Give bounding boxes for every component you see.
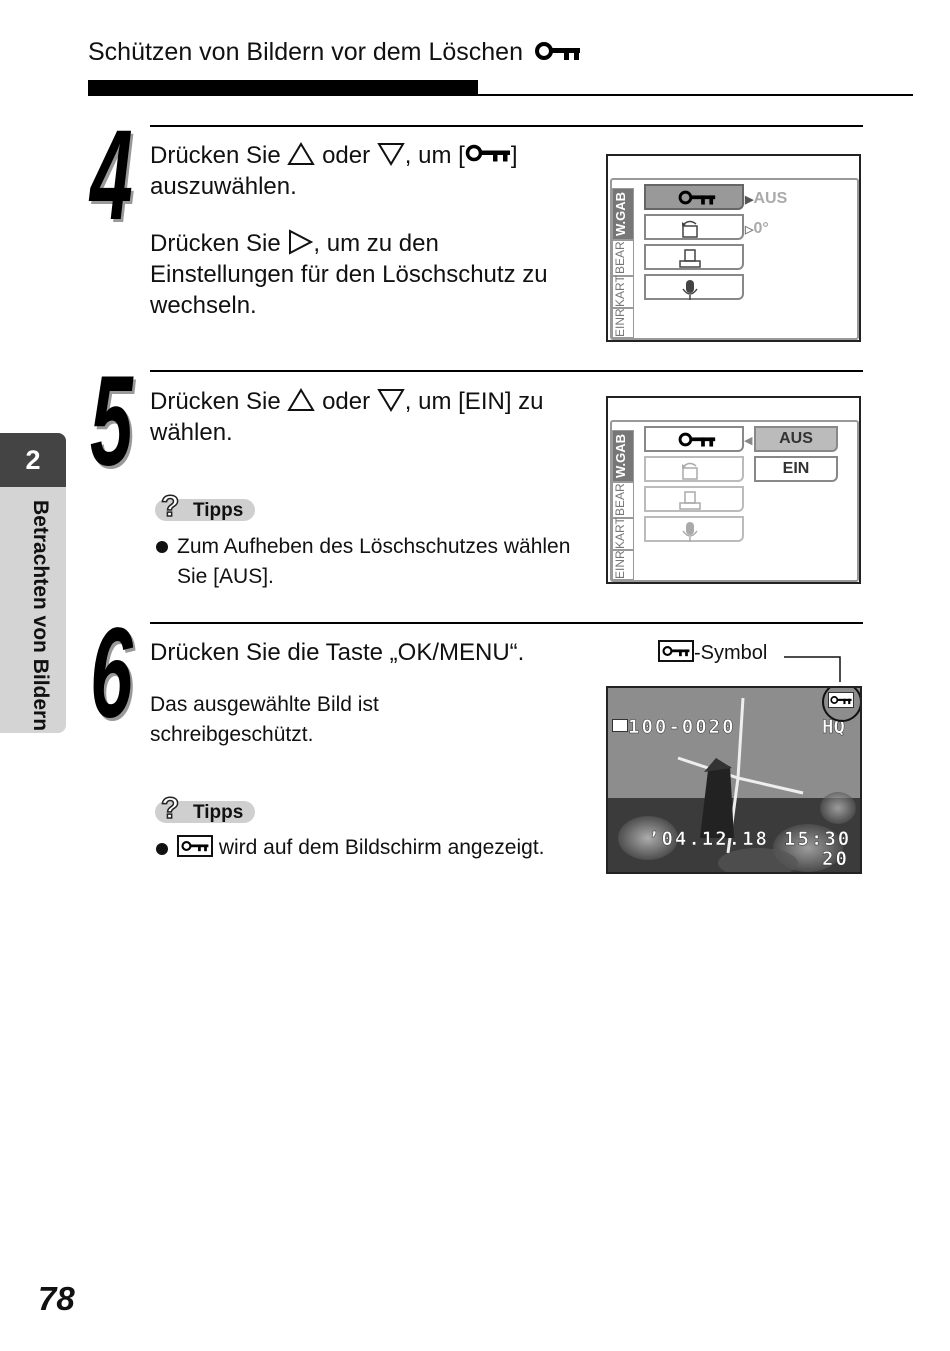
tipps-badge xyxy=(155,792,265,826)
page-number: 78 xyxy=(38,1280,75,1317)
time-display: 15:30 xyxy=(784,828,852,850)
menu-item-rotate[interactable] xyxy=(644,214,744,240)
arrow-right-icon: ▶ xyxy=(745,194,754,206)
step5-text-c: , um [EIN] zu xyxy=(404,388,544,415)
quality-indicator: HQ xyxy=(822,716,845,738)
step5-tip-line1: Zum Aufheben des Löschschutzes wählen xyxy=(177,535,571,558)
chapter-title: Betrachten von Bildern xyxy=(29,500,52,732)
microphone-icon xyxy=(678,521,702,543)
symbol-callout xyxy=(658,640,767,665)
arrow-right-outline-icon: ▷ xyxy=(745,224,754,236)
playback-screen xyxy=(606,686,862,874)
tab-bear[interactable]: BEAR xyxy=(612,482,634,518)
step5-instruction xyxy=(150,386,544,448)
file-number-text: 100-0020 xyxy=(628,716,736,738)
step5-text-b: oder xyxy=(322,388,371,415)
tab-kart[interactable]: KART xyxy=(612,276,634,308)
tab-wgab[interactable]: W.GAB xyxy=(612,188,634,240)
step6-rule xyxy=(150,622,863,624)
step5-rule xyxy=(150,370,863,372)
question-icon: ? xyxy=(161,490,180,523)
callout-text: -Symbol xyxy=(694,642,768,664)
step5-text-line2: wählen. xyxy=(150,419,233,446)
right-triangle-icon xyxy=(287,229,313,255)
tab-einr[interactable]: EINR xyxy=(612,550,634,580)
rotate-icon xyxy=(678,219,702,239)
step4-para2-a: Drücken Sie xyxy=(150,230,281,257)
print-order-icon xyxy=(678,491,702,511)
camera-menu-screen-2 xyxy=(606,396,861,584)
step4-instruction xyxy=(150,140,517,202)
memory-card-icon xyxy=(612,719,628,732)
step4-number: 4 xyxy=(90,104,131,247)
down-triangle-icon xyxy=(377,142,405,166)
menu-item-print[interactable] xyxy=(644,486,744,512)
step5-tip-line2: Sie [AUS]. xyxy=(177,565,274,588)
frame-count: 20 xyxy=(822,848,849,870)
tab-bear[interactable]: BEAR xyxy=(612,240,634,276)
step6-tip-text: wird auf dem Bildschirm angezeigt. xyxy=(218,836,545,859)
step6-instruction: Drücken Sie die Taste „OK/MENU“. xyxy=(150,639,525,666)
up-triangle-icon xyxy=(287,142,315,166)
protect-overlay-icon xyxy=(828,692,854,708)
protect-symbol-icon xyxy=(177,835,213,857)
step6-desc-line1: Das ausgewählte Bild ist xyxy=(150,693,379,716)
step4-rule xyxy=(150,125,863,127)
chapter-number: 2 xyxy=(0,433,66,487)
arrow-left-icon: ◀ xyxy=(744,435,753,447)
menu-panel xyxy=(610,420,859,582)
step4-para2-line3: wechseln. xyxy=(150,292,257,319)
print-order-icon xyxy=(678,249,702,269)
option-aus[interactable]: AUS xyxy=(754,426,838,452)
page-title xyxy=(88,38,582,67)
step4-instruction-2 xyxy=(150,228,548,321)
menu-item-rotate[interactable] xyxy=(644,456,744,482)
key-icon xyxy=(678,431,716,448)
step6-desc-line2: schreibgeschützt. xyxy=(150,723,314,746)
menu-item-sound[interactable] xyxy=(644,516,744,542)
file-number xyxy=(612,716,736,738)
key-icon xyxy=(465,143,511,163)
step4-text-c: , um [ xyxy=(404,142,465,169)
menu-item-sound[interactable] xyxy=(644,274,744,300)
up-triangle-icon xyxy=(287,388,315,412)
step6-description xyxy=(150,690,379,750)
menu-item-protect[interactable] xyxy=(644,184,744,210)
page-title-text: Schützen von Bildern vor dem Löschen xyxy=(88,38,523,66)
protect-value xyxy=(745,190,787,208)
step5-text-a: Drücken Sie xyxy=(150,388,281,415)
header-rule-thick xyxy=(88,80,478,96)
protect-symbol-icon xyxy=(658,640,694,662)
bullet-icon xyxy=(156,843,168,855)
tipps-label: Tipps xyxy=(193,802,244,823)
step4-text-b: oder xyxy=(322,142,371,169)
rotate-value-text: 0° xyxy=(753,220,769,237)
down-triangle-icon xyxy=(377,388,405,412)
key-icon xyxy=(678,189,716,206)
tab-kart[interactable]: KART xyxy=(612,518,634,550)
date-display: ’04.12.18 xyxy=(648,828,769,850)
rotate-value xyxy=(745,220,769,238)
protect-value-text: AUS xyxy=(753,190,788,207)
rotate-icon xyxy=(678,461,702,481)
microphone-icon xyxy=(678,279,702,301)
step4-para2-line2: Einstellungen für den Löschschutz zu xyxy=(150,261,548,288)
step5-number: 5 xyxy=(90,350,131,493)
step5-tip xyxy=(177,532,570,592)
tipps-badge xyxy=(155,490,265,524)
menu-panel xyxy=(610,178,859,340)
step4-para2-b: , um zu den xyxy=(313,230,439,257)
step4-text-a: Drücken Sie xyxy=(150,142,281,169)
step4-text-d: ] xyxy=(510,142,518,169)
bullet-icon xyxy=(156,541,168,553)
step4-text-line2: auszuwählen. xyxy=(150,173,297,200)
step6-number: 6 xyxy=(90,602,131,745)
tab-wgab[interactable]: W.GAB xyxy=(612,430,634,482)
tab-einr[interactable]: EINR xyxy=(612,308,634,338)
step6-tip xyxy=(177,833,545,863)
header-rule-thin xyxy=(478,94,913,96)
tipps-label: Tipps xyxy=(193,500,244,521)
camera-menu-screen-1 xyxy=(606,154,861,342)
option-ein[interactable]: EIN xyxy=(754,456,838,482)
menu-item-protect[interactable] xyxy=(644,426,744,452)
key-icon xyxy=(534,40,582,62)
question-icon: ? xyxy=(161,792,180,825)
menu-item-print[interactable] xyxy=(644,244,744,270)
